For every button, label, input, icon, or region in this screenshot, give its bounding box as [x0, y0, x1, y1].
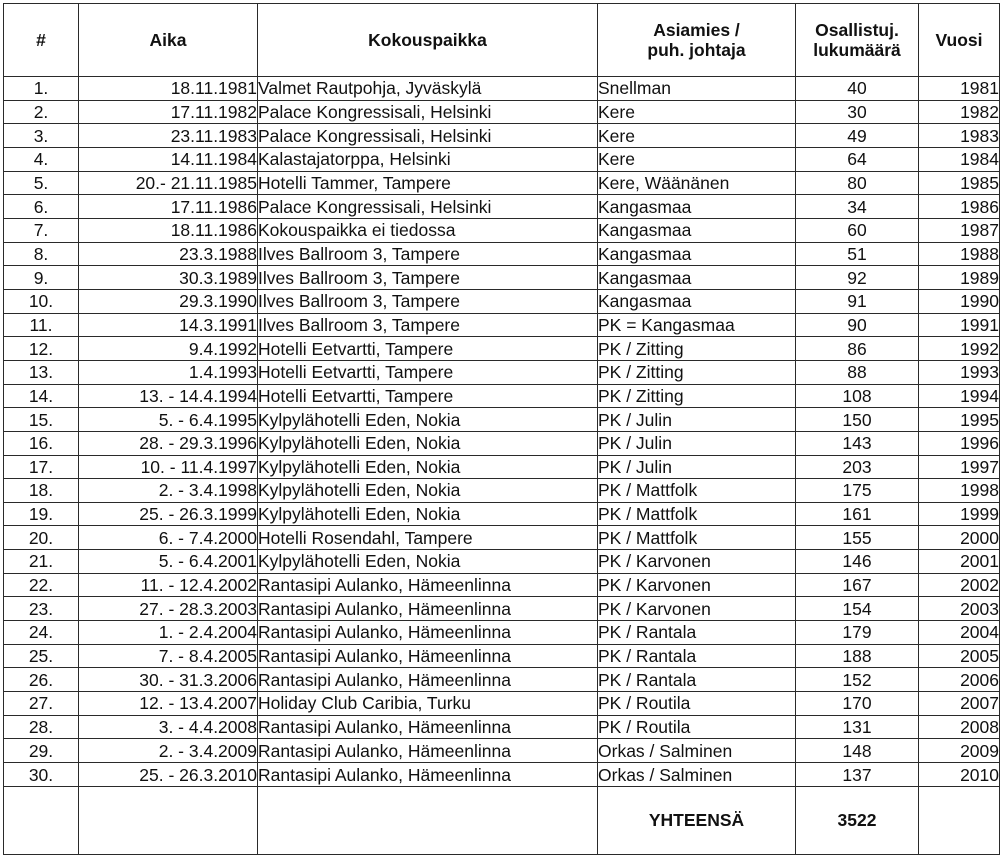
cell-participants: 30: [796, 100, 919, 124]
table-row: [4, 597, 1000, 621]
cell-place: Rantasipi Aulanko, Hämeenlinna: [258, 763, 598, 787]
cell-year: 1996: [919, 431, 1000, 455]
table-row: [4, 526, 1000, 550]
cell-number: 12.: [4, 337, 79, 361]
cell-year: 1990: [919, 289, 1000, 313]
cell-year: 1987: [919, 218, 1000, 242]
table-row: [4, 668, 1000, 692]
cell-year: 2002: [919, 573, 1000, 597]
cell-agent: PK / Julin: [598, 455, 796, 479]
table-row: [4, 218, 1000, 242]
cell-participants: 161: [796, 502, 919, 526]
cell-date: 17.11.1982: [79, 100, 258, 124]
cell-date: 1. - 2.4.2004: [79, 621, 258, 645]
cell-date: 6. - 7.4.2000: [79, 526, 258, 550]
cell-agent: PK / Routila: [598, 692, 796, 716]
cell-place: Hotelli Eetvartti, Tampere: [258, 384, 598, 408]
header-row: [4, 4, 1000, 77]
cell-number: 7.: [4, 218, 79, 242]
cell-place: Rantasipi Aulanko, Hämeenlinna: [258, 668, 598, 692]
total-value: 3522: [796, 787, 919, 855]
cell-date: 14.3.1991: [79, 313, 258, 337]
cell-place: Hotelli Eetvartti, Tampere: [258, 360, 598, 384]
cell-year: 2008: [919, 715, 1000, 739]
table-row: [4, 692, 1000, 716]
cell-agent: Kere: [598, 124, 796, 148]
cell-agent: Kere: [598, 147, 796, 171]
cell-participants: 108: [796, 384, 919, 408]
cell-agent: PK / Karvonen: [598, 550, 796, 574]
cell-place: Palace Kongressisali, Helsinki: [258, 195, 598, 219]
header-participants-line1: Osallistuj.: [815, 20, 899, 40]
cell-place: Kylpylähotelli Eden, Nokia: [258, 431, 598, 455]
header-agent: [598, 4, 796, 77]
cell-year: 2003: [919, 597, 1000, 621]
cell-participants: 40: [796, 77, 919, 101]
meeting-history-sheet: [3, 3, 999, 855]
cell-number: 21.: [4, 550, 79, 574]
cell-number: 24.: [4, 621, 79, 645]
cell-year: 2010: [919, 763, 1000, 787]
cell-place: Holiday Club Caribia, Turku: [258, 692, 598, 716]
table-row: [4, 502, 1000, 526]
cell-agent: Kangasmaa: [598, 289, 796, 313]
cell-agent: Kere: [598, 100, 796, 124]
cell-agent: Kangasmaa: [598, 266, 796, 290]
header-place: Kokouspaikka: [258, 4, 598, 77]
cell-year: 2009: [919, 739, 1000, 763]
cell-date: 3. - 4.4.2008: [79, 715, 258, 739]
cell-year: 1985: [919, 171, 1000, 195]
cell-participants: 131: [796, 715, 919, 739]
cell-date: 25. - 26.3.1999: [79, 502, 258, 526]
cell-year: 1981: [919, 77, 1000, 101]
table-row: [4, 739, 1000, 763]
table-row: [4, 360, 1000, 384]
cell-number: 15.: [4, 408, 79, 432]
cell-participants: 88: [796, 360, 919, 384]
cell-year: 2000: [919, 526, 1000, 550]
cell-year: 1994: [919, 384, 1000, 408]
cell-number: 13.: [4, 360, 79, 384]
cell-year: 2005: [919, 644, 1000, 668]
cell-number: 25.: [4, 644, 79, 668]
table-row: [4, 171, 1000, 195]
cell-agent: PK / Routila: [598, 715, 796, 739]
cell-participants: 60: [796, 218, 919, 242]
total-empty-cell: [79, 787, 258, 855]
cell-year: 1983: [919, 124, 1000, 148]
table-row: [4, 644, 1000, 668]
cell-agent: PK / Mattfolk: [598, 502, 796, 526]
table-row: [4, 124, 1000, 148]
cell-place: Ilves Ballroom 3, Tampere: [258, 266, 598, 290]
cell-participants: 150: [796, 408, 919, 432]
cell-participants: 175: [796, 479, 919, 503]
cell-participants: 188: [796, 644, 919, 668]
table-header: [4, 4, 1000, 77]
cell-participants: 91: [796, 289, 919, 313]
cell-date: 27. - 28.3.2003: [79, 597, 258, 621]
cell-place: Palace Kongressisali, Helsinki: [258, 100, 598, 124]
cell-agent: Kangasmaa: [598, 218, 796, 242]
cell-number: 4.: [4, 147, 79, 171]
cell-place: Kalastajatorppa, Helsinki: [258, 147, 598, 171]
cell-number: 23.: [4, 597, 79, 621]
cell-number: 20.: [4, 526, 79, 550]
cell-year: 2004: [919, 621, 1000, 645]
cell-place: Rantasipi Aulanko, Hämeenlinna: [258, 739, 598, 763]
cell-date: 30. - 31.3.2006: [79, 668, 258, 692]
cell-agent: PK / Julin: [598, 431, 796, 455]
cell-participants: 148: [796, 739, 919, 763]
cell-participants: 90: [796, 313, 919, 337]
cell-year: 2007: [919, 692, 1000, 716]
cell-agent: PK / Karvonen: [598, 573, 796, 597]
table-row: [4, 384, 1000, 408]
table-row: [4, 573, 1000, 597]
cell-year: 1982: [919, 100, 1000, 124]
cell-date: 17.11.1986: [79, 195, 258, 219]
cell-place: Kylpylähotelli Eden, Nokia: [258, 479, 598, 503]
cell-date: 20.- 21.11.1985: [79, 171, 258, 195]
cell-agent: PK / Mattfolk: [598, 479, 796, 503]
header-participants: [796, 4, 919, 77]
cell-place: Valmet Rautpohja, Jyväskylä: [258, 77, 598, 101]
cell-date: 30.3.1989: [79, 266, 258, 290]
cell-agent: PK / Julin: [598, 408, 796, 432]
cell-place: Hotelli Tammer, Tampere: [258, 171, 598, 195]
table-row: [4, 147, 1000, 171]
table-footer: [4, 787, 1000, 855]
cell-place: Ilves Ballroom 3, Tampere: [258, 289, 598, 313]
cell-place: Ilves Ballroom 3, Tampere: [258, 242, 598, 266]
cell-place: Kylpylähotelli Eden, Nokia: [258, 550, 598, 574]
cell-place: Kylpylähotelli Eden, Nokia: [258, 455, 598, 479]
cell-agent: PK / Rantala: [598, 621, 796, 645]
cell-number: 17.: [4, 455, 79, 479]
table-body: [4, 77, 1000, 787]
cell-place: Rantasipi Aulanko, Hämeenlinna: [258, 621, 598, 645]
cell-agent: Kere, Wäänänen: [598, 171, 796, 195]
total-row: [4, 787, 1000, 855]
header-agent-line2: puh. johtaja: [647, 40, 746, 60]
cell-place: Rantasipi Aulanko, Hämeenlinna: [258, 715, 598, 739]
table-row: [4, 550, 1000, 574]
cell-participants: 154: [796, 597, 919, 621]
table-row: [4, 337, 1000, 361]
cell-date: 18.11.1986: [79, 218, 258, 242]
table-row: [4, 289, 1000, 313]
cell-agent: PK / Mattfolk: [598, 526, 796, 550]
cell-date: 7. - 8.4.2005: [79, 644, 258, 668]
cell-date: 2. - 3.4.1998: [79, 479, 258, 503]
table-row: [4, 100, 1000, 124]
cell-number: 2.: [4, 100, 79, 124]
table-row: [4, 313, 1000, 337]
cell-date: 18.11.1981: [79, 77, 258, 101]
cell-place: Palace Kongressisali, Helsinki: [258, 124, 598, 148]
total-label: YHTEENSÄ: [598, 787, 796, 855]
cell-number: 3.: [4, 124, 79, 148]
cell-participants: 34: [796, 195, 919, 219]
cell-number: 26.: [4, 668, 79, 692]
cell-date: 29.3.1990: [79, 289, 258, 313]
table-row: [4, 408, 1000, 432]
cell-number: 1.: [4, 77, 79, 101]
cell-agent: PK = Kangasmaa: [598, 313, 796, 337]
cell-participants: 167: [796, 573, 919, 597]
header-date: Aika: [79, 4, 258, 77]
cell-place: Hotelli Rosendahl, Tampere: [258, 526, 598, 550]
cell-date: 14.11.1984: [79, 147, 258, 171]
meeting-history-table: [3, 3, 1000, 855]
cell-agent: PK / Zitting: [598, 384, 796, 408]
cell-date: 10. - 11.4.1997: [79, 455, 258, 479]
table-row: [4, 77, 1000, 101]
cell-date: 25. - 26.3.2010: [79, 763, 258, 787]
cell-agent: Orkas / Salminen: [598, 763, 796, 787]
cell-agent: PK / Rantala: [598, 668, 796, 692]
cell-year: 1984: [919, 147, 1000, 171]
table-row: [4, 763, 1000, 787]
header-agent-line1: Asiamies /: [653, 20, 740, 40]
cell-year: 1992: [919, 337, 1000, 361]
cell-year: 1997: [919, 455, 1000, 479]
cell-participants: 86: [796, 337, 919, 361]
cell-agent: Kangasmaa: [598, 242, 796, 266]
cell-date: 1.4.1993: [79, 360, 258, 384]
cell-number: 16.: [4, 431, 79, 455]
cell-year: 1988: [919, 242, 1000, 266]
cell-number: 22.: [4, 573, 79, 597]
table-row: [4, 431, 1000, 455]
cell-participants: 170: [796, 692, 919, 716]
cell-number: 19.: [4, 502, 79, 526]
cell-year: 2001: [919, 550, 1000, 574]
cell-participants: 203: [796, 455, 919, 479]
cell-date: 11. - 12.4.2002: [79, 573, 258, 597]
cell-participants: 51: [796, 242, 919, 266]
cell-date: 5. - 6.4.1995: [79, 408, 258, 432]
cell-date: 9.4.1992: [79, 337, 258, 361]
cell-number: 27.: [4, 692, 79, 716]
cell-agent: PK / Karvonen: [598, 597, 796, 621]
cell-place: Rantasipi Aulanko, Hämeenlinna: [258, 597, 598, 621]
cell-participants: 152: [796, 668, 919, 692]
cell-number: 8.: [4, 242, 79, 266]
header-number: #: [4, 4, 79, 77]
cell-agent: PK / Rantala: [598, 644, 796, 668]
cell-participants: 137: [796, 763, 919, 787]
cell-place: Kylpylähotelli Eden, Nokia: [258, 502, 598, 526]
cell-number: 29.: [4, 739, 79, 763]
cell-agent: PK / Zitting: [598, 360, 796, 384]
cell-participants: 146: [796, 550, 919, 574]
cell-number: 14.: [4, 384, 79, 408]
cell-agent: Kangasmaa: [598, 195, 796, 219]
cell-participants: 49: [796, 124, 919, 148]
total-empty-cell: [919, 787, 1000, 855]
cell-date: 12. - 13.4.2007: [79, 692, 258, 716]
cell-number: 18.: [4, 479, 79, 503]
cell-year: 1989: [919, 266, 1000, 290]
header-participants-line2: lukumäärä: [813, 40, 901, 60]
table-row: [4, 266, 1000, 290]
table-row: [4, 479, 1000, 503]
cell-year: 1991: [919, 313, 1000, 337]
total-empty-cell: [258, 787, 598, 855]
cell-date: 23.11.1983: [79, 124, 258, 148]
cell-participants: 155: [796, 526, 919, 550]
cell-participants: 92: [796, 266, 919, 290]
cell-date: 28. - 29.3.1996: [79, 431, 258, 455]
cell-place: Rantasipi Aulanko, Hämeenlinna: [258, 573, 598, 597]
cell-year: 1998: [919, 479, 1000, 503]
cell-number: 9.: [4, 266, 79, 290]
cell-participants: 143: [796, 431, 919, 455]
cell-number: 11.: [4, 313, 79, 337]
cell-agent: PK / Zitting: [598, 337, 796, 361]
cell-agent: Orkas / Salminen: [598, 739, 796, 763]
cell-participants: 179: [796, 621, 919, 645]
cell-number: 6.: [4, 195, 79, 219]
cell-year: 2006: [919, 668, 1000, 692]
table-row: [4, 715, 1000, 739]
table-row: [4, 621, 1000, 645]
cell-number: 10.: [4, 289, 79, 313]
cell-date: 13. - 14.4.1994: [79, 384, 258, 408]
cell-year: 1999: [919, 502, 1000, 526]
cell-place: Rantasipi Aulanko, Hämeenlinna: [258, 644, 598, 668]
total-empty-cell: [4, 787, 79, 855]
cell-date: 5. - 6.4.2001: [79, 550, 258, 574]
cell-place: Kylpylähotelli Eden, Nokia: [258, 408, 598, 432]
cell-participants: 64: [796, 147, 919, 171]
cell-participants: 80: [796, 171, 919, 195]
cell-year: 1986: [919, 195, 1000, 219]
cell-place: Hotelli Eetvartti, Tampere: [258, 337, 598, 361]
cell-number: 5.: [4, 171, 79, 195]
table-row: [4, 455, 1000, 479]
cell-year: 1993: [919, 360, 1000, 384]
cell-date: 2. - 3.4.2009: [79, 739, 258, 763]
table-row: [4, 242, 1000, 266]
header-year: Vuosi: [919, 4, 1000, 77]
cell-agent: Snellman: [598, 77, 796, 101]
cell-date: 23.3.1988: [79, 242, 258, 266]
cell-number: 30.: [4, 763, 79, 787]
cell-place: Ilves Ballroom 3, Tampere: [258, 313, 598, 337]
table-row: [4, 195, 1000, 219]
cell-number: 28.: [4, 715, 79, 739]
cell-place: Kokouspaikka ei tiedossa: [258, 218, 598, 242]
cell-year: 1995: [919, 408, 1000, 432]
